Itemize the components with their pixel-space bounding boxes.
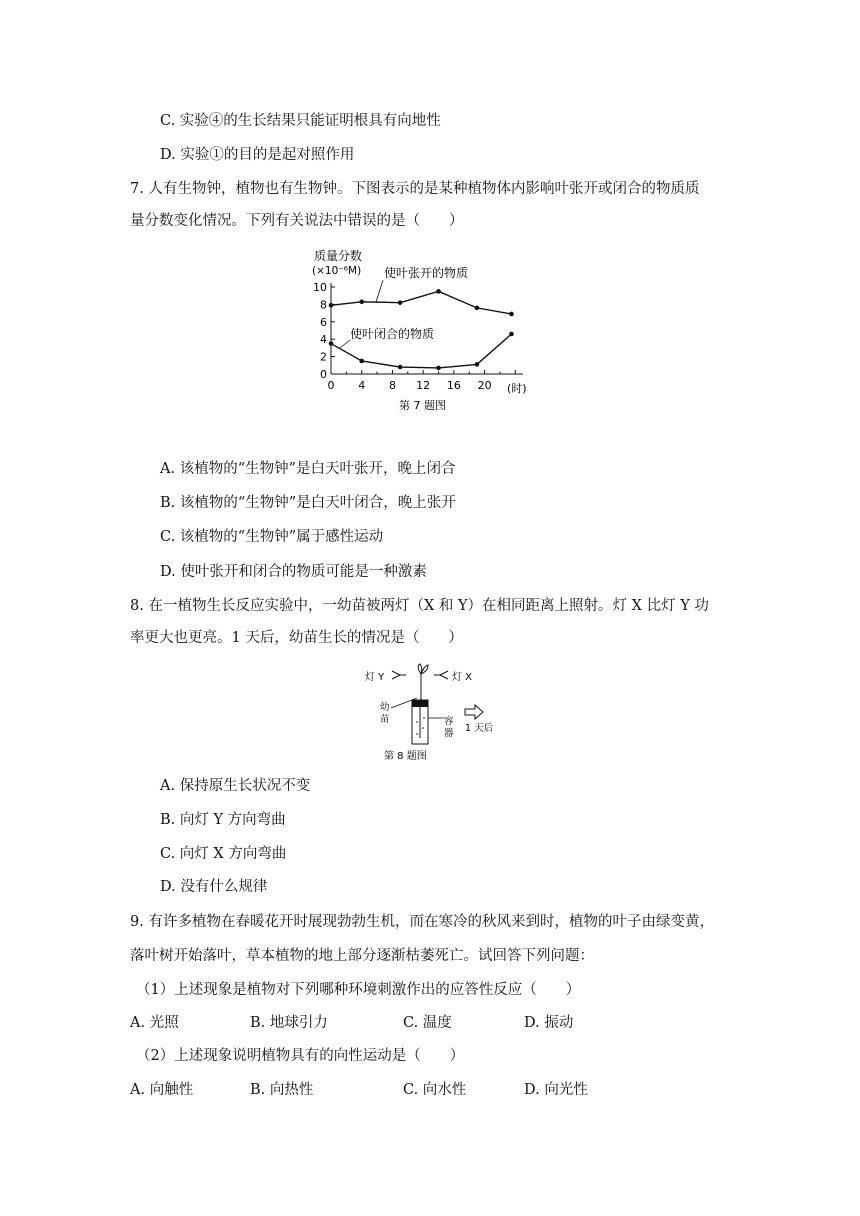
- fig7-x-tick-label: 12: [416, 379, 431, 392]
- fig7-data-point: [398, 365, 403, 370]
- q9-stem-line1: 9. 有许多植物在春暖花开时展现勃勃生机，而在寒冷的秋风来到时，植物的叶子由绿变黄，: [130, 914, 714, 930]
- fig7-data-point: [359, 359, 364, 364]
- lamp-x-label: 灯 X: [452, 672, 473, 683]
- q6-option-d: D. 实验①的目的是起对照作用: [160, 147, 355, 163]
- q8-option-b: B. 向灯 Y 方向弯曲: [160, 812, 286, 828]
- fig7-y-tick-label: 8: [320, 298, 327, 312]
- fig7-y-tick-label: 0: [320, 368, 327, 381]
- q9-part2-stem: （2）上述现象说明植物具有的向性运动是（ ）: [136, 1048, 465, 1064]
- q8-option-a: A. 保持原生长状况不变: [160, 778, 311, 794]
- arrow-right-icon: [465, 705, 483, 719]
- fig7-x-tick-label: 20: [477, 379, 492, 392]
- q9-part1-option-a: A. 光照: [130, 1015, 179, 1031]
- fig7-data-point: [329, 303, 334, 308]
- fig7-x-tick-label: 0: [327, 379, 335, 392]
- fig7-data-point: [359, 299, 364, 304]
- container-label-2: 器: [444, 728, 454, 739]
- fig7-caption: 第 7 题图: [399, 399, 446, 412]
- fig7-series-pointer: [340, 340, 350, 348]
- q6-option-c: C. 实验④的生长结果只能证明根具有向地性: [160, 113, 441, 129]
- q7-option-d: D. 使叶张开和闭合的物质可能是一种激素: [160, 564, 427, 580]
- fig7-data-point: [398, 300, 403, 305]
- q8-option-c: C. 向灯 X 方向弯曲: [160, 846, 287, 862]
- q7-option-c: C. 该植物的“生物钟”属于感性运动: [160, 529, 384, 545]
- fig7-data-point: [509, 332, 514, 337]
- fig7-series: [329, 265, 514, 370]
- fig7-series-label: 使叶张开的物质: [384, 266, 469, 280]
- lamp-y-icon: [392, 671, 400, 679]
- fig7-series-pointer: [376, 280, 383, 302]
- q9-part2-option-d: D. 向光性: [524, 1082, 588, 1098]
- q9-part1-option-d: D. 振动: [524, 1015, 574, 1031]
- fig7-data-point: [436, 366, 441, 371]
- fig7-x-tick-label: 8: [388, 379, 396, 392]
- container-label-1: 容: [444, 716, 454, 727]
- fig7-ylabel: 质量分数: [314, 249, 363, 263]
- fig7-x-tick-label: 4: [358, 379, 366, 392]
- q7-stem-line2: 量分数变化情况。下列有关说法中错误的是（ ）: [130, 213, 464, 229]
- q9-part2-option-c: C. 向水性: [403, 1082, 467, 1098]
- fig7-data-point: [475, 362, 480, 367]
- seedling-label-2: 苗: [380, 714, 390, 725]
- fig7-data-point: [436, 289, 441, 294]
- fig7-y-tick-label: 10: [313, 281, 327, 294]
- fig7-y-tick-label: 2: [320, 350, 327, 364]
- q7-option-b: B. 该植物的“生物钟”是白天叶闭合，晚上张开: [160, 495, 456, 511]
- figure7-chart: [310, 245, 550, 420]
- after-label: 1 天后: [465, 723, 494, 734]
- q9-part1-option-b: B. 地球引力: [250, 1015, 328, 1031]
- fig7-data-point: [329, 341, 334, 346]
- figure8-diagram: [362, 662, 502, 764]
- seedling-leaves-icon: [418, 664, 428, 674]
- lamp-x-icon: [440, 671, 448, 679]
- q9-part2-option-a: A. 向触性: [130, 1082, 194, 1098]
- fig7-xunit: (时): [507, 382, 527, 395]
- fig7-y-tick-label: 4: [320, 333, 327, 347]
- container-lid: [412, 700, 428, 707]
- q9-part2-option-b: B. 向热性: [250, 1082, 314, 1098]
- q9-stem-line2: 落叶树开始落叶，草本植物的地上部分逐渐枯萎死亡。试回答下列问题：: [130, 948, 594, 964]
- fig7-data-point: [475, 306, 480, 311]
- fig7-x-tick-label: 16: [446, 379, 461, 392]
- q9-part1-option-c: C. 温度: [403, 1015, 452, 1031]
- fig7-yunit: (×10⁻⁶M): [312, 265, 362, 277]
- fig7-series-line: [331, 291, 511, 314]
- lamp-y-label: 灯 Y: [365, 672, 385, 683]
- q7-stem-line1: 7. 人有生物钟，植物也有生物钟。下图表示的是某种植物体内影响叶张开或闭合的物质质: [130, 181, 700, 197]
- fig7-series-label: 使叶闭合的物质: [350, 327, 435, 341]
- fig8-caption: 第 8 题图: [384, 751, 427, 762]
- q8-stem-line1: 8. 在一植物生长反应实验中，一幼苗被两灯（X 和 Y）在相同距离上照射。灯 X 比灯 Y 功: [130, 598, 709, 614]
- q9-part1-stem: （1）上述现象是植物对下列哪种环境刺激作出的应答性反应（ ）: [136, 982, 581, 998]
- q8-option-d: D. 没有什么规律: [160, 879, 268, 895]
- q7-option-a: A. 该植物的“生物钟”是白天叶张开，晚上闭合: [160, 461, 456, 477]
- fig7-y-tick-label: 6: [320, 315, 327, 329]
- q8-stem-line2: 率更大也更亮。1 天后，幼苗生长的情况是（ ）: [130, 630, 463, 646]
- seedling-label-1: 幼: [380, 702, 390, 713]
- fig7-data-point: [509, 312, 514, 317]
